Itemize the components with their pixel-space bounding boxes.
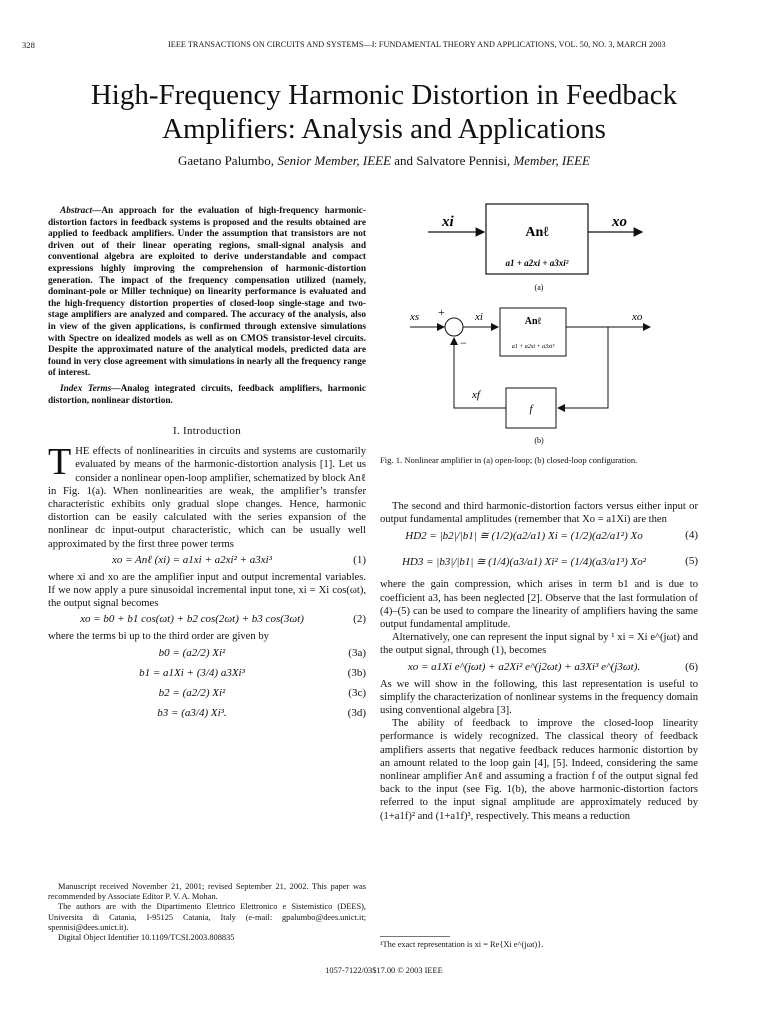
equation-4-number: (4): [685, 529, 698, 542]
fig-b-minus-sign: −: [460, 336, 467, 350]
equation-2-expr: xo = b0 + b1 cos(ωt) + b2 cos(2ωt) + b3 cos(3ωt): [80, 613, 304, 626]
index-terms-text: Analog integrated circuits, feedback amplifiers, harmonic distortion, nonlinear distortion.: [48, 383, 366, 406]
figure-1-caption: Fig. 1. Nonlinear amplifier in (a) open-loop; (b) closed-loop configuration.: [380, 455, 638, 465]
left-column: [48, 206, 366, 724]
page-number: 328: [22, 40, 35, 50]
fig-a-sublabel: (a): [534, 283, 544, 292]
equation-2: [48, 610, 366, 630]
author-1-role: Senior Member, IEEE: [277, 153, 392, 168]
index-terms-lead: Index Terms—: [60, 383, 121, 394]
right-paragraph-1: The second and third harmonic-distortion factors versus either input or output fundamental amplitudes (remember that Xo = a1Xi) are then: [380, 501, 698, 526]
footnote-rule: [380, 936, 450, 937]
abstract-lead: Abstract—: [60, 206, 102, 216]
equation-3d: [48, 704, 366, 724]
equation-1-expr: xo = Anℓ (xi) = a1xi + a2xi² + a3xi³: [111, 553, 273, 566]
equation-1: [48, 551, 366, 571]
intro-paragraph-3: where the terms bi up to the third order are given by: [48, 631, 269, 643]
footnote-received: Manuscript received November 21, 2001; revised September 21, 2002. This paper was recommended by Associate Editor P. V. A. Mohan.: [48, 882, 366, 902]
right-paragraph-5: The ability of feedback to improve the closed-loop linearity performance is widely recognized. The classical theory of feedback amplifiers asserts that negative feedback reduces harmonic distortion by an amount related to the loop gain [4], [5]. Indeed, considering the same nonlinear amplifier Anℓ and assuming a fraction f of the output signal fed back to the input (see Fig. 1(b), the above harmonic-distortion factors referred to the input signal amplitude are approximately reduced by (1+a1f)² and (1+a1f)³, respectively. This means a reduction: [380, 718, 698, 822]
fig-b-xf-label: xf: [472, 389, 480, 401]
figure-1b: [409, 305, 650, 445]
footnote-exact-representation: ¹The exact representation is xi = Re{Xi e^(jωt)}.: [380, 940, 544, 949]
equation-6: [380, 658, 698, 678]
author-line: [40, 153, 728, 169]
fig-b-input-label: xs: [410, 311, 420, 323]
dropcap: T: [48, 441, 72, 484]
fig-b-feedback-label: f: [529, 403, 533, 415]
author-2: Salvatore Pennisi,: [416, 153, 511, 168]
right-paragraph-3: Alternatively, one can represent the input signal by ¹ xi = Xi e^(jωt) and the output signal, through (1), becomes: [380, 632, 698, 657]
equation-3d-expr: b3 = (a3/4) Xi³.: [157, 706, 227, 719]
equation-4-expr: HD2 = |b2|/|b1| ≅ (1/2)(a2/a1) Xi = (1/2)(a2/a1²) Xo: [405, 530, 643, 543]
fig-b-output-label: xo: [632, 311, 643, 323]
equation-5-number: (5): [685, 555, 698, 568]
copyright-footer: 1057-7122/03$17.00 © 2003 IEEE: [325, 966, 443, 975]
fig-a-block-label: Anℓ: [525, 225, 549, 240]
equation-3a: [48, 644, 366, 664]
abstract-text: An approach for the evaluation of high-frequency harmonic-distortion factors in feedback systems is proposed and the results obtained are applied to feedback amplifiers. Under the assumption that transistors are not driven out of their linear operating regions, small-signal analysis and conventional algebra are exploited to derive understandable and compact expressions highly improving the comprehension of harmonic-distortion generation. The impact of the frequency compensation utilized (namely, dominant-pole or Miller technique) on linearity performance is evaluated and the high-frequency distortion properties of closed-loop single-stage and two-stage amplifiers are analyzed and compared. The accuracy of the analysis, also in view of the given applications, is confirmed through extensive simulations with Spectre on idealized models as well as on CMOS transistor-level circuits. Despite the approximated nature of the analytical models, predicted data are found in very close agreement with simulations in nearly all the frequency range of interest.: [48, 206, 366, 379]
fig-b-plus-sign: +: [438, 305, 445, 319]
figure-1-diagram: [380, 190, 698, 455]
right-paragraph-2: where the gain compression, which arises in term b1 and is due to coefficient a3, has been neglected [2]. Observe that the last formulation of (4)–(5) can be used to compare the linearity of amplifiers having the same output fundamental amplitude.: [380, 579, 698, 631]
index-terms: [48, 384, 366, 407]
fig-a-block-expr: a1 + a2xi + a3xi²: [505, 258, 569, 268]
footnote-affiliation: The authors are with the Dipartimento Elettrico Elettronico e Sistemistico (DEES), Universita di Catania, I-95125 Catania, Italy (e-mail: gpalumbo@dees.unict.it; spennisi@dees.unict.it).: [48, 902, 366, 932]
equation-3c-number: (3c): [348, 686, 366, 699]
author-2-role: Member, IEEE: [513, 153, 590, 168]
equation-6-expr: xo = a1Xi e^(jωt) + a2Xi² e^(j2ωt) + a3Xi³ e^(j3ωt).: [407, 660, 641, 673]
manuscript-footnote: [48, 882, 366, 943]
equation-3b-expr: b1 = a1Xi + (3/4) a3Xi³: [139, 666, 245, 679]
equation-1-number: (1): [353, 553, 366, 566]
equation-3a-number: (3a): [348, 646, 366, 659]
fig-a-output-label: xo: [612, 214, 627, 230]
equation-6-number: (6): [685, 660, 698, 673]
author-1: Gaetano Palumbo,: [178, 153, 275, 168]
equation-2-number: (2): [353, 613, 366, 626]
equation-3c: [48, 684, 366, 704]
intro-paragraph-1-text: HE effects of nonlinearities in circuits and systems are customarily evaluated by means of the harmonic-distortion analysis [1]. Let us consider a nonlinear open-loop amplifier, schematized by block Anℓ in Fig. 1(a). When nonlinearities are weak, the amplifier’s transfer characteristic exhibits only gradual slope changes. Hence, harmonic distortion can be easily calculated with the series expansion of the nonlinear dc input-output characteristic, which can be usually well approximated by the first three power terms: [48, 446, 366, 550]
author-conjunction: and: [394, 153, 414, 168]
fig-b-summing-node: [445, 318, 463, 336]
fig-b-xi-label: xi: [475, 311, 483, 323]
equation-3a-expr: b0 = (a2/2) Xi²: [158, 646, 226, 659]
equation-3b: [48, 664, 366, 684]
footnote-doi: Digital Object Identifier 10.1109/TCSI.2003.808835: [58, 933, 235, 943]
figure-1a: [428, 204, 642, 292]
equation-3d-number: (3d): [347, 706, 366, 719]
fig-a-input-label: xi: [442, 214, 454, 230]
equation-5-expr: HD3 = |b3|/|b1| ≅ (1/4)(a3/a1) Xi² = (1/4)(a3/a1³) Xo²: [401, 556, 647, 569]
right-paragraph-4: As we will show in the following, this last representation is useful to simplify the characterization of nonlinear systems in the frequency domain using conventional algebra [3].: [380, 678, 698, 717]
fig-b-block-label: Anℓ: [524, 316, 542, 327]
intro-paragraph-1: [48, 441, 366, 551]
running-header: IEEE TRANSACTIONS ON CIRCUITS AND SYSTEMS—I: FUNDAMENTAL THEORY AND APPLICATIONS, VOL. 50, NO. 3, MARCH 2003: [168, 40, 666, 49]
equation-3c-expr: b2 = (a2/2) Xi²: [158, 686, 226, 699]
equation-4: [380, 526, 698, 552]
fig-b-block-expr: a1 + a2xi + a3xi²: [511, 344, 555, 350]
right-column: [380, 500, 698, 823]
equation-5: [380, 552, 698, 578]
equation-3b-number: (3b): [347, 666, 366, 679]
fig-b-sublabel: (b): [534, 436, 544, 445]
section-heading-introduction: I. Introduction: [172, 425, 242, 438]
abstract: [48, 206, 366, 380]
intro-paragraph-2: where xi and xo are the amplifier input and output incremental variables. If we now apply a pure sinusoidal incremental input tone, xi = Xi cos(ωt), the output signal becomes: [48, 571, 366, 610]
paper-title: High-Frequency Harmonic Distortion in Feedback Amplifiers: Analysis and Applications: [90, 79, 678, 145]
figure-1: [380, 190, 698, 470]
